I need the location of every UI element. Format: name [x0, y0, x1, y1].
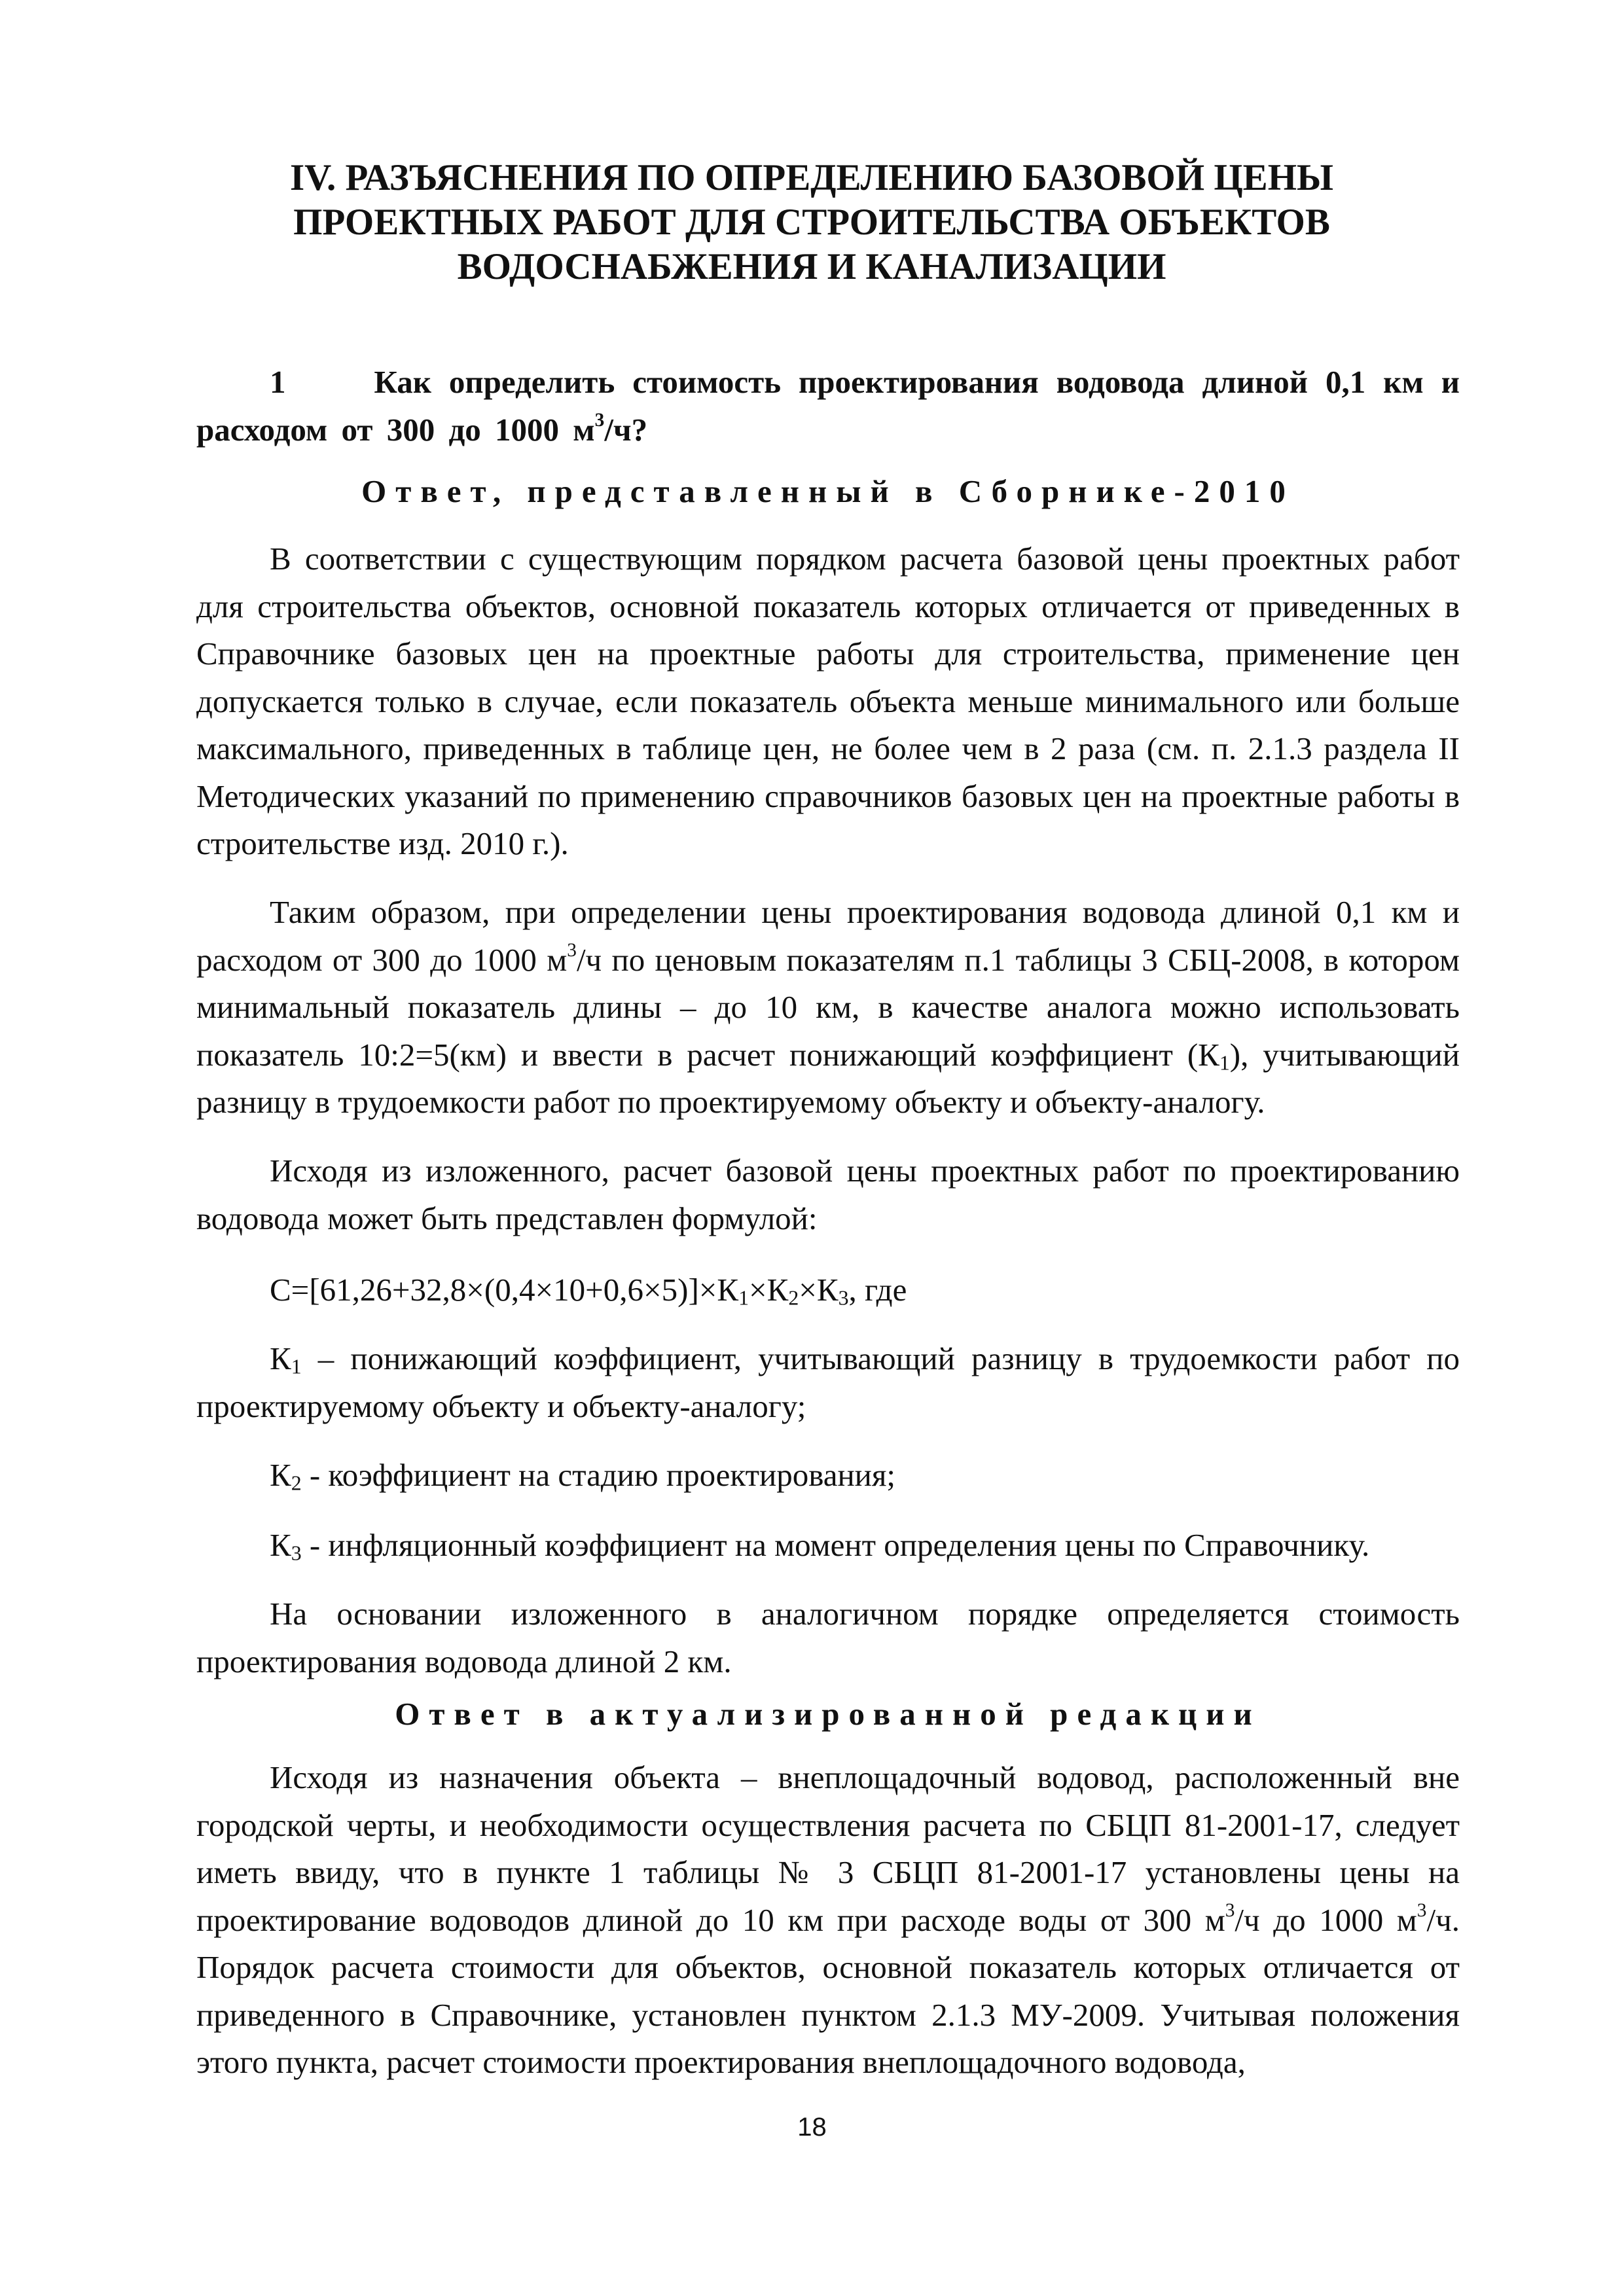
k2-sub: 2	[291, 1471, 302, 1495]
k2-definition	[270, 1452, 1460, 1499]
paragraph-4: На основании изложенного в аналогичном порядке определяется стоимость проектирования водовода длиной 2 км.	[196, 1596, 1460, 1679]
title-line-2: ПРОЕКТНЫХ РАБОТ ДЛЯ СТРОИТЕЛЬСТВА ОБЪЕКТОВ	[293, 202, 1330, 243]
formula-sub-3: 3	[838, 1286, 849, 1310]
title-line-3: ВОДОСНАБЖЕНИЯ И КАНАЛИЗАЦИИ	[457, 246, 1166, 287]
paragraph-2-b: /ч по ценовым показателям п.1 таблицы 3 СБЦ-2008, в котором минимальный показатель длины – до 10 км, в качестве аналога можно использовать показатель 10:2=5(км) и ввести в расчет понижающий коэффициент (К	[196, 941, 1460, 1073]
k2-text: - коэффициент на стадию проектирования;	[301, 1457, 896, 1493]
title-line-1: IV. РАЗЪЯСНЕНИЯ ПО ОПРЕДЕЛЕНИЮ БАЗОВОЙ ЦЕНЫ	[289, 157, 1334, 198]
paragraph-2-c: ), учитывающий разницу в трудоемкости работ по проектируемому объекту и объекту-аналогу.	[196, 1036, 1460, 1120]
formula-part-b: ×К	[749, 1272, 789, 1308]
k2-symbol: К	[270, 1457, 291, 1493]
page-title	[196, 156, 1427, 289]
paragraph-5-a: Исходя из назначения объекта – внеплощадочный водовод, расположенный вне городской черты, и необходимости осуществления расчета по СБЦП 81-2001-17, следует иметь ввиду, что в пункте 1 таблицы № 3 СБЦП 81-2001-17 установлены цены на проектирование водоводов длиной до 10 км при расходе воды от 300 м	[196, 1759, 1460, 1938]
section-heading-2010: Ответ, представленный в Сборнике-2010	[361, 473, 1295, 509]
paragraph-5-c: /ч. Порядок расчета стоимости для объектов, основной показатель которых отличается от приведенного в Справочнике, установлен пунктом 2.1.3 МУ-2009. Учитывая положения этого пункта, расчет стоимости проектирования внеплощадочного водовода,	[196, 1901, 1460, 2080]
paragraph-5-b: /ч до 1000 м	[1235, 1901, 1417, 1938]
formula-part-d: , где	[848, 1272, 907, 1308]
page-number: 18	[797, 2113, 827, 2142]
paragraph-2-sub: 1	[1219, 1050, 1230, 1074]
paragraph-1: В соответствии с существующим порядком расчета базовой цены проектных работ для строительства объектов, основной показатель которых отличается от приведенных в Справочнике базовых цен на проектные работы для строительства, применение цен допускается только в случае, если показатель объекта меньше минимального или больше максимального, приведенных в таблице цен, не более чем в 2 раза (см. п. 2.1.3 раздела II Методических указаний по применению справочников базовых цен на проектные работы в строительстве изд. 2010 г.).	[196, 541, 1460, 861]
formula-part-a: С=[61,26+32,8×(0,4×10+0,6×5)]×К	[270, 1272, 739, 1308]
paragraph-3: Исходя из изложенного, расчет базовой цены проектных работ по проектированию водовода может быть представлен формулой:	[196, 1153, 1460, 1236]
question-text: Как определить стоимость проектирования водовода длиной 0,1 км и расходом от 300 до 1000 м	[196, 364, 1460, 448]
formula-sub-1: 1	[738, 1286, 749, 1310]
k3-text: - инфляционный коэффициент на момент определения цены по Справочнику.	[301, 1527, 1370, 1563]
formula-part-c: ×К	[799, 1272, 839, 1308]
section-heading-updated: Ответ в актуализированной редакции	[395, 1696, 1261, 1732]
formula-sub-2: 2	[788, 1286, 799, 1310]
question-number: 1	[270, 364, 286, 400]
k3-definition	[270, 1522, 1460, 1570]
formula	[270, 1266, 1460, 1314]
paragraph-5-sup-1: 3	[1225, 1899, 1235, 1921]
paragraph-5	[196, 1754, 1460, 2087]
k3-sub: 3	[291, 1541, 302, 1565]
paragraph-2-a: Таким образом, при определении цены проектирования водовода длиной 0,1 км и расходом от 300 до 1000 м	[196, 894, 1460, 978]
paragraph-2	[196, 889, 1460, 1126]
k1-text: – понижающий коэффициент, учитывающий разницу в трудоемкости работ по проектируемому объекту и объекту-аналогу;	[196, 1340, 1460, 1424]
k1-sub: 1	[291, 1355, 302, 1378]
k3-symbol: К	[270, 1527, 291, 1563]
paragraph-5-sup-2: 3	[1416, 1899, 1427, 1921]
k1-symbol: К	[270, 1340, 291, 1376]
question-text-end: /ч?	[604, 411, 648, 448]
paragraph-2-sup: 3	[567, 939, 577, 961]
question-superscript: 3	[594, 409, 605, 431]
k1-definition	[196, 1335, 1460, 1430]
question-1	[196, 359, 1460, 454]
